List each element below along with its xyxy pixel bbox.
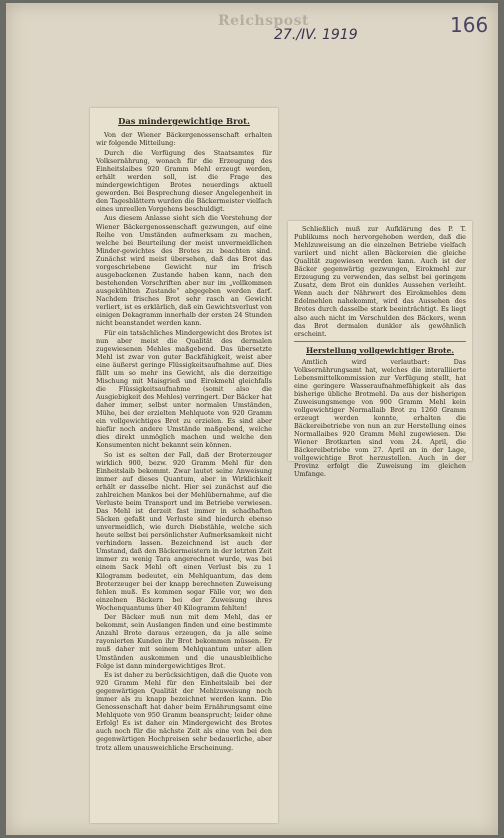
paragraph: Der Bäcker muß nun mit dem Mehl, das er bekommt, sein Auslangen finden und eine bestimmte Anzahl Brote daraus erzeugen, da ja alle seine rayonierten Kunden ihr Brot bekommen müssen. Er muß daher mit seinem Mehlquantum unter allen Umständen auskommen und die unausbleibliche Folge ist dann mindergewichtiges Brot. bbox=[96, 613, 272, 670]
handwritten-date: 27./IV. 1919 bbox=[274, 27, 358, 43]
paragraph: Durch die Verfügung des Staatsamtes für Volksernährung, wonach für die Erzeugung des Einheitslaibes 920 Gramm Mehl erzeugt werden, erhält werden soll, ist die Frage des mindergewichtigen Brotes neuerdings aktuell geworden. Bei Besprechung dieser Angelegenheit in den Tagesblättern wurden die Bäckermeister vielfach eines unreellen Vorgehens beschuldigt. bbox=[96, 148, 272, 213]
subheading: Herstellung vollgewichtiger Brote. bbox=[306, 345, 454, 355]
paragraph: Schließlich muß zur Aufklärung des P. T. Publikums noch hervorgehoben werden, daß die Mehlzuweisung an die einzelnen Betriebe vielfach variiert und nicht allen Bäckereien die gleiche Qualität zugewiesen werden kann. Auch ist der Bäcker gegenwärtig gezwungen, Eirokmehl zur Erzeugung zu verwenden, das selbst bei geringem Zusatz, dem Brot ein dunkles Aussehen verleiht. Wenn auch der Nährwert des Eirokmehles dem Edelmehlen nahekommt, wird das Aussehen des Brotes durch dasselbe stark beeinträchtigt. Es liegt also auch nicht im Verschulden des Bäckers, wenn das Brot dermalen dunkler als gewöhnlich erscheint. bbox=[294, 225, 466, 338]
paragraph: Für ein tatsächliches Mindergewicht des Brotes ist nun aber meist die Qualität des dermalen zugewiesenen Mehles maßgebend. Das übersetzte Mehl ist zwar von guter Backfähigkeit, weist aber eine äußerst geringe Flüssigkeitsaufnahme auf. Dies fällt um so mehr ins Gewicht, als die derzeitige Mischung mit Maisgrieß und Eirokmehl gleichfalls die Flüssigkeitsaufnahme (somit also die Ausgiebigkeit des Mehles) verringert. Der Bäcker hat daher immer, selbst unter normalen Umständen, Mühe, bei der erzielten Mehlquote von 920 Gramm ein vollgewichtiges Brot zu erzielen. Es sind aber hiefür noch andere Umstände maßgebend, welche dies direkt unmöglich machen und welche den Konsumenten nicht bekannt sein können. bbox=[96, 328, 272, 450]
paragraph: Aus diesem Anlasse sieht sich die Vorstehung der Wiener Bäckergenossenschaft gezwungen, auf eine Reihe von Umständen aufmerksam zu machen, welche bei Beurteilung der meist unvermeidlichen Minder-gewichtes des Brotes zu beachten sind. Zunächst wird meist übersehen, daß das Brot das vorgeschriebene Gewicht nur im frisch ausgebackenen Zustande haben kann, nach den bestehenden Vorschriften aber nur im „vollkommen ausgekühlten Zustande“ abgegeben werden darf. Nachdem frisches Brot sehr rasch an Gewicht verliert, ist es erklärlich, daß ein Gewichtsverlust von einigen Dekagramm innerhalb der ersten 24 Stunden nicht beanstandet werden kann. bbox=[96, 214, 272, 328]
archive-number: 166 bbox=[450, 13, 489, 37]
article-title: Das mindergewichtige Brot. bbox=[118, 116, 250, 126]
newspaper-stamp: Reichspost bbox=[218, 13, 309, 29]
paragraph: Amtlich wird verlautbart: Das Volksernährungsamt hat, welches die interalliierte Lebensmittelkommission zur Verfügung stellt, hat eine geringere Wasseraufnahmefähigkeit als das bisherige übliche Brotmehl. Da aus der bisherigen Zuweisungsmenge von 900 Gramm Mehl kein vollgewichtiger Normallaib Brot zu 1260 Gramm erzeugt werden konnte, erhalten die Bäckereibetriebe von nun an zur Herstellung eines Normallaibes 920 Gramm Mehl zugewiesen. Die Wiener Brotkarten sind vom 24. April, die Bäckereibetriebe vom 27. April an in der Lage, vollgewichtige Brot herzustellen. Auch in der Provinz erfolgt die Zuweisung im gleichen Umfange. bbox=[294, 357, 466, 479]
paragraph: So ist es selten der Fall, daß der Broterzeuger wirklich 900, bezw. 920 Gramm Mehl für den Einheitslaib bekommt. Zwar lautet seine Anweisung immer auf dieses Quantum, aber in Wirklichkeit erhält er dasselbe nicht. Hier sei zunächst auf die zahlreichen Mankos bei der Mehlübernahme, auf die Verluste beim Transport und im Betriebe verwiesen. Das Mehl ist derzeit fast immer in schadhaften Säcken gefaßt und Verluste sind hiedurch ebenso unvermeidlich, wie durch Diebstähle, welche sich heute selbst bei persönlichster Aufmerksamkeit nicht verhindern lassen. Bezeichnend ist auch der Umstand, daß den Bäckermeistern in der letzten Zeit immer zu wenig Tara angerechnet wurde, was bei einem Sack Mehl oft einen Verlust bis zu 1 Kilogramm bedeutet, ein Mehlquantum, das dem Broterzeuger bei der knapp berechneten Zuweisung fehlen muß. Es kommen sogar Fälle vor, wo den einzelnen Bäckern bei der Zuweisung ihres Wochenquantums über 40 Kilogramm fehlten! bbox=[96, 450, 272, 612]
column-divider bbox=[294, 341, 466, 342]
paragraph: Es ist daher zu berücksichtigen, daß die Quote von 920 Gramm Mehl für den Einheitslaib bei der gegenwärtigen Qualität der Mehlzuweisung noch immer als zu knapp bezeichnet werden kann. Die Genossenschaft hat daher beim Ernährungsamt eine Mehlquote von 950 Gramm beansprucht; leider ohne Erfolg! Es ist daher ein Mindergewicht des Brotes auch noch für die nächste Zeit als eine von bei den gegenwärtigen Hochpreisen sehr bedauerliche, aber trotz allem unausweichliche Erscheinung. bbox=[96, 671, 272, 752]
clipping-right-column bbox=[288, 221, 472, 479]
clipping-left-column bbox=[90, 108, 278, 823]
paragraph: Von der Wiener Bäckergenossenschaft erhalten wir folgende Mitteilung: bbox=[96, 131, 272, 148]
